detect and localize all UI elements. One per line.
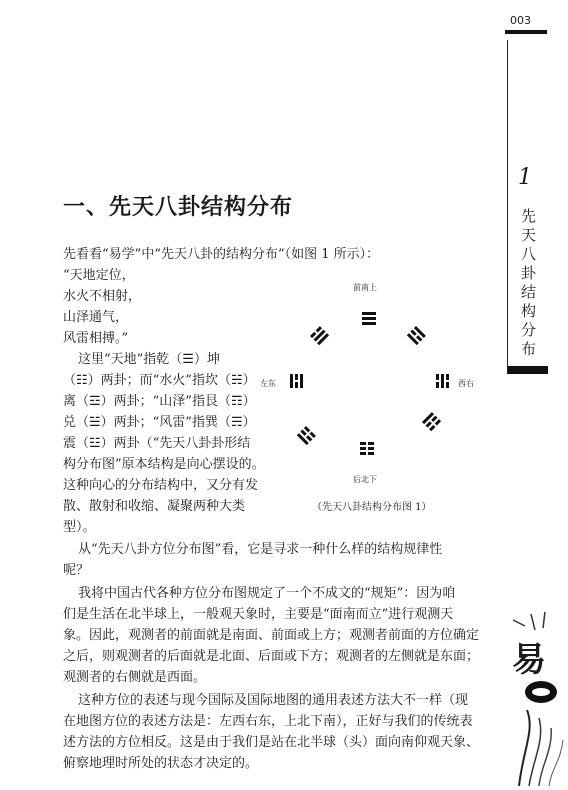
diagram-label-top: 前南上 (353, 283, 377, 292)
rule-line: 观测者的右侧就是西面。 (63, 670, 207, 685)
explain-line: 这种向心的分布结构中，又分有发 (63, 478, 259, 493)
explain-line: 构分布图”原本结构是向心摆设的。 (63, 457, 265, 472)
explain-line: 这里“天地”指乾（☰）坤 (78, 352, 220, 367)
question-line: 从“先天八卦方位分布图”看，它是寻求一种什么样的结构规律性 (78, 542, 443, 557)
trigram-upper-left-icon (310, 326, 329, 345)
diagram-label-right: 西右 (458, 379, 474, 388)
chapter-side-title: 先天八卦结构分布 (519, 208, 537, 360)
verse-line: “天地定位， (63, 268, 135, 283)
decorative-yi-character: 易 (512, 640, 546, 680)
page-number-rule (505, 30, 547, 34)
explain-line: 型）。 (63, 520, 96, 535)
decorative-art (505, 600, 568, 786)
trigram-lower-left-icon (297, 426, 316, 445)
trigram-right-icon (436, 374, 449, 388)
trigram-top-icon (362, 312, 376, 325)
verse-line: 山泽通气， (63, 310, 129, 325)
rule-line: 之后，则观测者的后面就是北面、后面或下方；观测者的左侧就是东面； (63, 649, 480, 664)
explain-line: 散、散射和收缩、凝聚两种大类 (63, 499, 246, 514)
trigram-upper-right-icon (407, 326, 426, 345)
rule-line: 们是生活在北半球上，一般观天象时，主要是“面南而立”进行观测天 (63, 607, 454, 622)
explain-line: 兑（☱）两卦；“风雷”指巽（☴） (63, 415, 256, 430)
chapter-number: 1 (518, 165, 532, 190)
rule-line: 象。因此，观测者的前面就是南面、前面或上方；观测者前面的方位确定 (63, 628, 480, 643)
bagua-diagram (250, 270, 500, 520)
compare-line: 在地图方位的表述方法是：左西右东，上北下南），正好与我们的传统表 (63, 714, 473, 729)
intro-paragraph: 先看看“易学”中“先天八卦的结构分布”（如图 1 所示）： (63, 247, 380, 262)
question-line: 呢？ (63, 563, 90, 578)
section-heading: 一、先天八卦结构分布 (63, 195, 294, 220)
page-number: 003 (510, 14, 531, 27)
explain-line: （☷）两卦；而“水火”指坎（☵） (63, 373, 256, 388)
decorative-art-svg (505, 600, 568, 786)
compare-line: 这种方位的表述与现今国际及国际地图的通用表述方法大不一样（现 (78, 693, 469, 708)
diagram-label-bottom: 后北下 (353, 475, 377, 484)
diagram-caption: （先天八卦结构分布图 1） (312, 502, 432, 513)
trigram-left-icon (290, 374, 303, 388)
trigram-bottom-icon (360, 442, 374, 455)
rule-line: 我将中国古代各种方位分布图规定了一个不成文的“规矩”：因为咱 (78, 586, 456, 601)
compare-line: 俯察地理时所处的状态才决定的。 (63, 756, 259, 771)
explain-line: 离（☲）两卦；“山泽”指艮（☶） (63, 394, 256, 409)
compare-line: 述方法的方位相反。这是由于我们是站在北半球（头）面向南仰观天象、 (63, 735, 480, 750)
verse-line: 水火不相射， (63, 289, 142, 304)
verse-line: 风雷相搏。” (63, 331, 129, 346)
explain-line: 震（☳）两卦（“先天八卦卦形结 (63, 436, 251, 451)
diagram-label-left: 左东 (260, 379, 276, 388)
trigram-lower-right-icon (422, 412, 441, 431)
side-tab-bar (508, 366, 548, 374)
